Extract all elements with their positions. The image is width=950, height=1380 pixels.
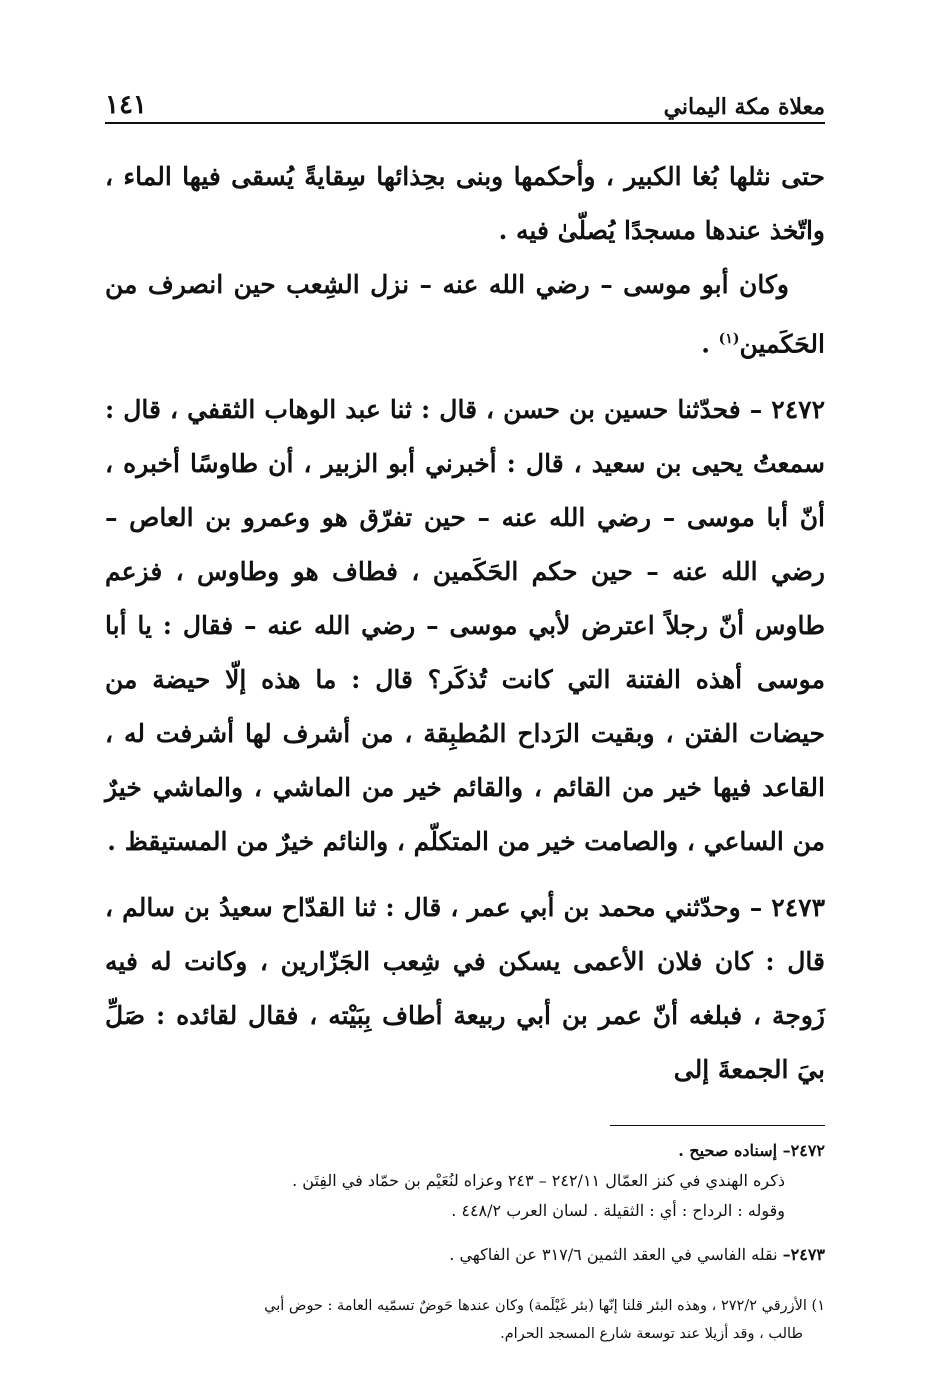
hadith-entry-2472: ٢٤٧٢ – فحدّثنا حسين بن حسن ، قال : ثنا عبد الوهاب الثقفي ، قال : سمعتُ يحيى بن سعيد ، قال : أخبرني أبو الزبير ، أن طاوسًا أخبره ، أنّ أبا موسى – رضي الله عنه – حين تفرّق هو وعمرو بن العاص – رضي الله عنه – حين حكم الحَكَمين ، فطاف هو وطاوس ، فزعم طاوس أنّ رجلاً اعترض لأبي موسى – رضي الله عنه – فقال : يا أبا موسى أهذه الفتنة التي كانت تُذكَر؟ قال : ما هذه إلّا حيضة من حيضات الفتن ، وبقيت الرَداح المُطبِقة ، من أشرف لها أشرفت له ، القاعد فيها خير من القائم ، والقائم خير من الماشي ، والماشي خيرٌ من الساعي ، والصامت خير من المتكلّم ، والنائم خيرٌ من المستيقظ . [105, 395, 825, 857]
note-2472-line3: وقوله : الرداح : أي : الثقيلة . لسان العرب ٤٤٨/٢ . [451, 1201, 785, 1221]
note-2473-label: ٢٤٧٣– [782, 1245, 825, 1265]
paragraph-abu-musa-end: . [701, 329, 719, 359]
note-2472-text: إسناده صحيح . [678, 1141, 783, 1161]
note-2472-label: ٢٤٧٢– [782, 1141, 825, 1161]
footnote-1-line1: ١) الأزرقي ٢٧٢/٢ ، وهذه البئر قلنا إنّها (بئر غَيْلَمة) وكان عندها حَوضٌ تسمّيه العامة : حوض أبي [264, 1298, 825, 1315]
page-number: ١٤١ [105, 90, 147, 120]
note-2473 [105, 1240, 825, 1270]
hadith-entry-2473: ٢٤٧٣ – وحدّثني محمد بن أبي عمر ، قال : ثنا القدّاح سعيدُ بن سالم ، قال : كان فلان الأعمى يسكن في شِعب الجَزّارين ، وكانت له فيه زَوجة ، فبلغه أنّ عمر بن أبي ربيعة أطاف بِبَيْته ، فقال لقائده : صَلِّ بيَ الجمعةَ إلى [105, 893, 825, 1085]
main-text [105, 150, 825, 1097]
footnote-ref-1: (١) [718, 331, 740, 347]
note-2472-line2: ذكره الهندي في كنز العمّال ٢٤٢/١١ – ٢٤٣ وعزاه لنُعَيْم بن حمّاد في الفِتَن . [292, 1171, 785, 1191]
running-header [105, 80, 825, 124]
paragraph-continuation: حتى نثلها بُغا الكبير ، وأحكمها وبنى بحِذائها سِقايةً يُسقى فيها الماء ، واتّخذ عندها مسجدًا يُصلّىٰ فيه . [105, 162, 825, 245]
note-2473-text: نقله الفاسي في العقد الثمين ٣١٧/٦ عن الفاكهي . [449, 1245, 783, 1265]
paragraph-abu-musa [105, 258, 825, 371]
header-title: معلاة مكة اليماني [663, 94, 825, 120]
footnote-1-line2: طالب ، وقد أزيلا عند توسعة شارع المسجد الحرام. [500, 1326, 803, 1343]
note-2472-line1 [105, 1136, 825, 1166]
footnote-divider [610, 1125, 825, 1126]
paragraph-abu-musa-text: وكان أبو موسى – رضي الله عنه – نزل الشِعب حين انصرف من الحَكَمين [105, 270, 825, 359]
footnotes [105, 1136, 825, 1348]
